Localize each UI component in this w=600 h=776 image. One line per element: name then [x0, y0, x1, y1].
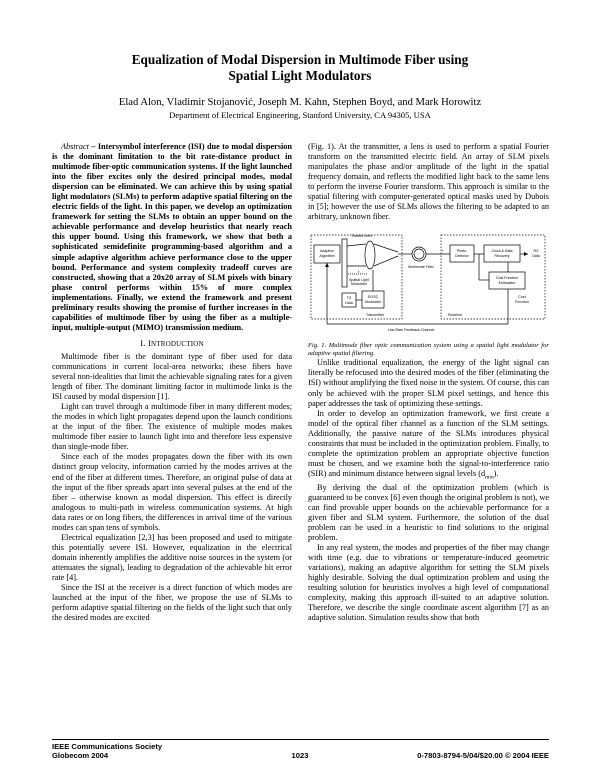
fig-label: Data	[532, 254, 540, 259]
section-title-rest: NTRODUCTION	[151, 339, 204, 348]
paragraph: Since the ISI at the receiver is a direct function of which modes are launched at the input of the fiber, we propose the use of SLMs to perform adaptive spatial filtering on the fields of the light such that only the desired modes are excited	[52, 583, 292, 623]
footer-rule	[52, 739, 549, 740]
paper-title	[40, 52, 560, 84]
fig-label: Multimode Fiber	[408, 265, 434, 270]
paragraph: (Fig. 1). At the transmitter, a lens is used to perform a spatial Fourier transform on the transmitted electric field. An array of SLM pixels manipulates the phase and/or amplitude of the light in the spatial frequency domain, and reflects the modified light back to the same lens to perform the inverse Fourier transform. This approach is similar to the spatial filtering with computer-generated optical masks used by Dubois in [5]; however the use of SLMs allows the filtering to be adapted to an arbitrary, unknown fiber.	[308, 142, 549, 222]
footer-left	[52, 742, 162, 760]
figure-caption: Fig. 1. Multimode fiber optic communication system using a spatial light modulator for adaptive spatial filtering.	[308, 342, 549, 358]
fig-label: Modulator	[365, 300, 381, 305]
paragraph: Light can travel through a multimode fiber in many different modes; the modes in which light propagates depend upon the launch conditions at the input of the fiber. The existence of multiple modes makes multimode fiber easier to launch light into and therefore less expensive than single-mode fiber.	[52, 402, 292, 452]
paragraph	[308, 409, 549, 483]
fig-label: Adaptive	[320, 249, 334, 254]
author-list: Elad Alon, Vladimir Stojanović, Joseph M. Kahn, Stephen Boyd, and Mark Horowitz	[118, 97, 482, 108]
left-column	[52, 142, 292, 623]
abstract-label: Abstract	[61, 142, 89, 151]
fig-label: Detector	[455, 254, 469, 259]
paragraph: Electrical equalization [2,3] has been proposed and used to mitigate this potentially severe ISI. However, equalization in the electrical domain inherently amplifies the additive noise sources in the system (or attenuates the signal), leading to degradation of the achievable bit error rate [4].	[52, 532, 292, 582]
title-line-1: Equalization of Modal Dispersion in Multimode Fiber using	[131, 52, 469, 67]
section-heading-introduction	[52, 338, 292, 349]
fourier-lens-shape	[365, 241, 375, 269]
fig-label: Transmitter	[366, 313, 385, 318]
fig-label: Low-Rate Feedback Channel	[387, 328, 435, 333]
slm-block	[342, 239, 347, 287]
receiver-box	[441, 235, 545, 319]
fig-label: Modulator	[351, 282, 367, 287]
paragraph-text-end: ).	[493, 468, 499, 478]
fig-label: Receiver	[448, 313, 463, 318]
fig-label: Spatial Light	[349, 278, 369, 283]
right-column	[308, 142, 549, 623]
abstract-text: – Intersymbol interference (ISI) due to modal dispersion is the dominant limitation to the bit rate-distance product in multimode fiber-optic communication systems. If the light launched into the fiber excites only the desired principal modes, modal dispersion can be eliminated. We can achieve this by using spatial light modulators (SLMs) to perform adaptive spatial filtering on the electric fields of the light. In this paper, we develop an optimization framework for setting the SLMs to obtain an upper bound on the achievable performance and develop heuristics that nearly reach this upper bound. Using this framework, we show that both a sophisticated semidefinite programming-based algorithm and a simple adaptive algorithm achieve performance close to the upper bound. Performance and system complexity tradeoff curves are constructed, showing that a 20x20 array of SLM pixels with binary phase control performs within 15% of more complex implementations. Finally, we extend the framework and present preliminary results showing the promise of further increases in the capabilities of multimode fiber by using the fiber as a multiple-input, multiple-output (MIMO) transmission medium.	[52, 142, 292, 332]
footer-conference: Globecom 2004	[52, 751, 109, 760]
paragraph: By deriving the dual of the optimization problem (which is guaranteed to be convex [6] even though the original problem is not), we can find provable upper bounds on the achievable performance for a given fiber and SLM system. Furthermore, the solution of the dual problem can be used in a heuristic to find solutions to the original problem.	[308, 482, 549, 542]
fig-label: Estimation	[498, 281, 516, 286]
footer-society: IEEE Communications Society	[52, 742, 163, 751]
fig-label: RX	[533, 249, 539, 254]
section-initial: I	[147, 337, 152, 348]
fig-label: Function	[515, 300, 529, 305]
fig-label: f	[358, 270, 359, 275]
dmin-subscript: min	[485, 474, 494, 481]
fig-label: TX	[346, 296, 352, 301]
footer-page-number: 1023	[291, 751, 309, 760]
fig-label: Cost Function	[495, 276, 519, 281]
arrow-head	[325, 263, 329, 267]
fig-label: Clock & Data	[491, 249, 513, 254]
fig-label: DOSC	[367, 295, 379, 300]
paragraph: Unlike traditional equalization, the energy of the light signal can literally be refocused into the desired modes of the fiber (eliminating the ISI) without amplifying the fixed noise in the system. Of course, this can only be achieved with the proper SLM pixel settings, and hence this paper addresses the task of optimizing these settings.	[308, 358, 549, 408]
paragraph-text: In order to develop an optimization framework, we first create a model of the optical fiber channel as a function of the SLM settings. Additionally, the passive nature of the SLMs introduces physical constraints that must be included in the optimization problem. Finally, to complete the optimization problem an appropriate objective function must be chosen, and we examine both the signal-to-interference ratio (SIR) and minimum distance between signal levels (d	[308, 408, 549, 478]
fig-label: Photo-	[456, 249, 468, 254]
section-number: I.	[140, 337, 148, 348]
arrow-head	[524, 252, 528, 256]
fig-label: Algorithm	[319, 254, 335, 259]
paragraph: In any real system, the modes and properties of the fiber may change with time (e.g. due to vibrations or temperature-induced geometric variations), making an adaptive algorithm for setting the SLM pixels highly desirable. Solving the dual optimization problem and using the resulting solution for heuristics involves a high level of computational complexity, making this approach ill-suited to an adaptive solution. Therefore, we describe the single coordinate ascent algorithm [7] as an adaptive solution. Simulation results show that both	[308, 542, 549, 623]
fig-label: i	[442, 249, 443, 254]
affiliation: Department of Electrical Engineering, Stanford University, CA 94305, USA	[169, 110, 431, 120]
abstract	[52, 142, 292, 333]
fig-label: Recovery	[494, 254, 510, 259]
paragraph: Since each of the modes propagates down the fiber with its own distinct group velocity, information carried by the modes arrives at the end of the fiber at different times. Therefore, an original pulse of data at the input of the fiber spreads apart into several pulses at the end of the fiber – otherwise known as modal dispersion. This effect is directly analogous to multi-path in wireless communication systems. At high data rates or on long fibers, the differences in arrival time of the various modes can span tens of symbols.	[52, 452, 292, 532]
transmitter-box	[311, 235, 402, 319]
fig-label: Cost	[518, 295, 526, 300]
fig-label: Data	[345, 301, 353, 306]
paragraph: Multimode fiber is the dominant type of fiber used for data communications in current local-area networks; these fibers have several non-idealities that limit the achievable signaling rates for a given length of fiber. The dominant limiting factor in multimode links is the ISI caused by modal dispersion [1].	[52, 351, 292, 402]
fig-label: Fourier Lens	[351, 234, 373, 239]
title-line-2: Spatial Light Modulators	[228, 68, 372, 83]
footer-copyright: 0-7803-8794-5/04/$20.00 © 2004 IEEE	[417, 751, 549, 760]
